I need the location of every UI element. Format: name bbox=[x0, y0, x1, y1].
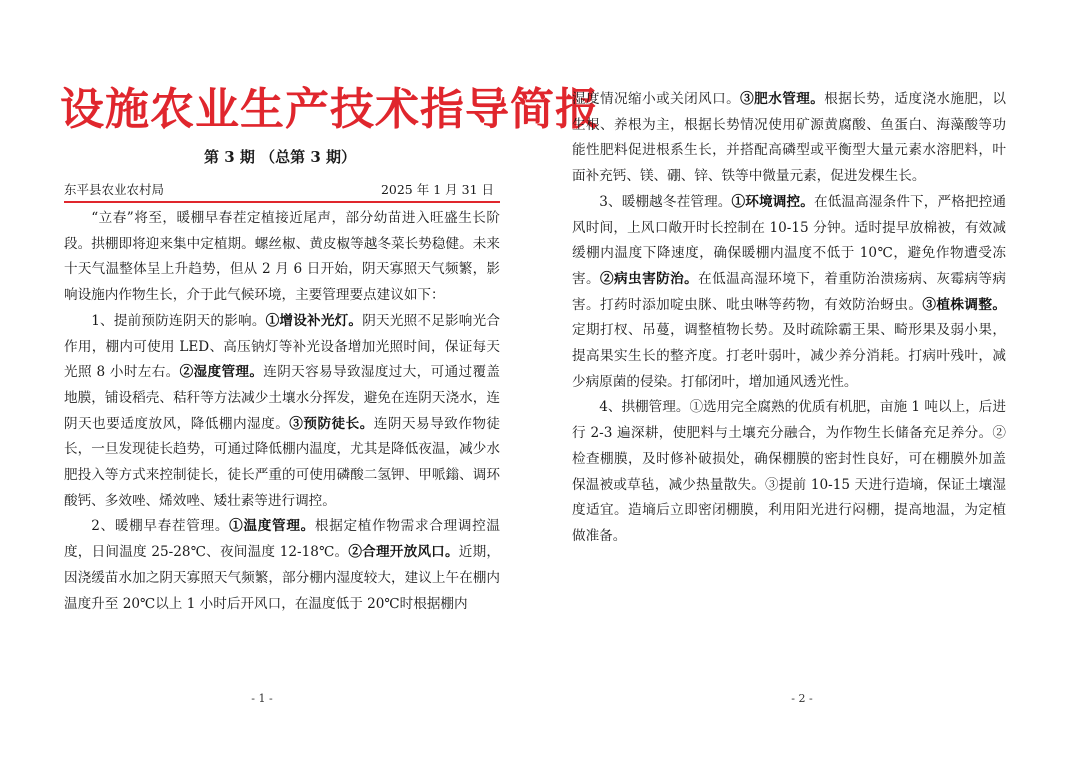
section-1-item-2-heading: ②湿度管理。 bbox=[179, 364, 264, 381]
page-2-body bbox=[572, 87, 1006, 550]
section-2-item-1-text: 根据定植作物需求合理调控温度，日间温度 25-28℃、夜间温度 12-18℃。 bbox=[64, 518, 500, 561]
section-2-item-3-text: 根据长势，适度浇水施肥，以生根、养根为主，根据长势情况使用矿源黄腐酸、鱼蛋白、海藻酸等功能性肥料促进根系生长，并搭配高磷型或平衡型大量元素水溶肥料，叶面补充钙、镁、硼、锌、铁等中微量元素，促进发棵生长。 bbox=[572, 91, 1007, 185]
section-3-item-1-heading: ①环境调控。 bbox=[731, 193, 814, 210]
section-3-item-3-heading: ③植株调整。 bbox=[922, 296, 1007, 313]
section-3-item-3-text: 定期打杈、吊蔓，调整植物长势。及时疏除霸王果、畸形果及弱小果，提高果实生长的整齐度。打老叶弱叶，减少养分消耗。打病叶残叶，减少病原菌的侵染。打郁闭叶，增加通风透光性。 bbox=[572, 322, 1006, 390]
bulletin-title: 设施农业生产技术指导简报 bbox=[60, 84, 600, 135]
section-4-text: ①选用完全腐熟的优质有机肥，亩施 1 吨以上，后进行 2-3 遍深耕，使肥料与土壤充分融合，为作物生长储备充足养分。②检查棚膜，及时修补破损处，确保棚膜的密封性良好，可在棚膜外加盖保温被或草毡，减少热量散失。③提前 10-15 天进行造墒，保证土壤湿度适宜。造墒后立即密闭棚膜，利用阳光进行闷棚，提高地温，为定植做准备。 bbox=[572, 399, 1006, 544]
section-2-item-1-heading: ①温度管理。 bbox=[229, 518, 315, 535]
intro-paragraph: “立春”将至，暖棚早春茬定植接近尾声，部分幼苗进入旺盛生长阶段。拱棚即将迎来集中定植期。螺丝椒、黄皮椒等越冬菜长势稳健。未来十天气温整体呈上升趋势，但从 2 月 6 日开始，阴天寡照天气频繁，影响设施内作物生长，介于此气候环境，主要管理要点建议如下： bbox=[64, 210, 500, 304]
section-2-heading: 2、暖棚早春茬管理。 bbox=[91, 518, 230, 535]
issuing-organization: 东平县农业农村局 bbox=[64, 182, 165, 197]
page-1-body bbox=[64, 206, 500, 617]
page-number-1: - 1 - bbox=[251, 692, 273, 705]
section-3-item-2-text: 在低温高湿环境下，着重防治溃疡病、灰霉病等病害。打药时添加啶虫脒、吡虫啉等药物，有效防治蚜虫。 bbox=[572, 270, 1007, 313]
section-1-item-2-text: 连阴天容易导致湿度过大，可通过覆盖地膜，铺设稻壳、秸秆等方法减少土壤水分挥发，避免在连阴天浇水，连阴天也要适度放风，降低棚内湿度。 bbox=[64, 364, 500, 432]
page-2 bbox=[540, 0, 1080, 763]
section-1-item-1-heading: ①增设补光灯。 bbox=[265, 312, 363, 329]
page-number-2: - 2 - bbox=[791, 692, 813, 705]
section-3-paragraph bbox=[572, 190, 1006, 396]
section-2-item-2-text: 近期，因浇缓苗水加之阴天寡照天气频繁，部分棚内湿度较大，建议上午在棚内温度升至 20℃以上 1 小时后开风口，在温度低于 20℃时根据棚内 bbox=[64, 544, 500, 612]
section-1-item-3-heading: ③预防徒长。 bbox=[289, 415, 374, 432]
issue-date: 2025 年 1 月 31 日 bbox=[380, 182, 494, 197]
section-2-continued-text: 湿度情况缩小或关闭风口。 bbox=[572, 91, 741, 107]
issue-number: 第 3 期 （总第 3 期） bbox=[204, 148, 356, 166]
section-1-heading: 1、提前预防连阴天的影响。 bbox=[91, 312, 266, 329]
section-1-paragraph bbox=[64, 309, 500, 515]
section-2-continued-paragraph bbox=[572, 87, 1006, 190]
section-3-item-1-text: 在低温高湿条件下，严格把控通风时间，上风口敞开时长控制在 10-15 分钟。适时提早放棉被，有效减缓棚内温度下降速度，确保暖棚内温度不低于 10℃，避免作物遭受冻害。 bbox=[572, 193, 1007, 287]
section-1-item-3-text: 连阴天易导致作物徒长，一旦发现徒长趋势，可通过降低棚内温度，尤其是降低夜温，减少水肥投入等方式来控制徒长，徒长严重的可使用磷酸二氢钾、甲哌鎓、调环酸钙、多效唑、烯效唑、矮壮素等进行调控。 bbox=[64, 415, 501, 509]
header-divider bbox=[64, 201, 500, 203]
section-3-heading: 3、暖棚越冬茬管理。 bbox=[599, 193, 732, 210]
section-3-item-2-heading: ②病虫害防治。 bbox=[600, 270, 699, 287]
section-2-item-2-heading: ②合理开放风口。 bbox=[348, 544, 459, 561]
section-2-paragraph bbox=[64, 514, 500, 617]
section-2-item-3-heading: ③肥水管理。 bbox=[740, 91, 825, 107]
section-1-item-1-text: 阴天光照不足影响光合作用，棚内可使用 LED、高压钠灯等补光设备增加光照时间，保证每天光照 8 小时左右。 bbox=[64, 312, 500, 381]
section-4-paragraph bbox=[572, 395, 1006, 549]
section-4-heading: 4、拱棚管理。 bbox=[599, 399, 690, 416]
